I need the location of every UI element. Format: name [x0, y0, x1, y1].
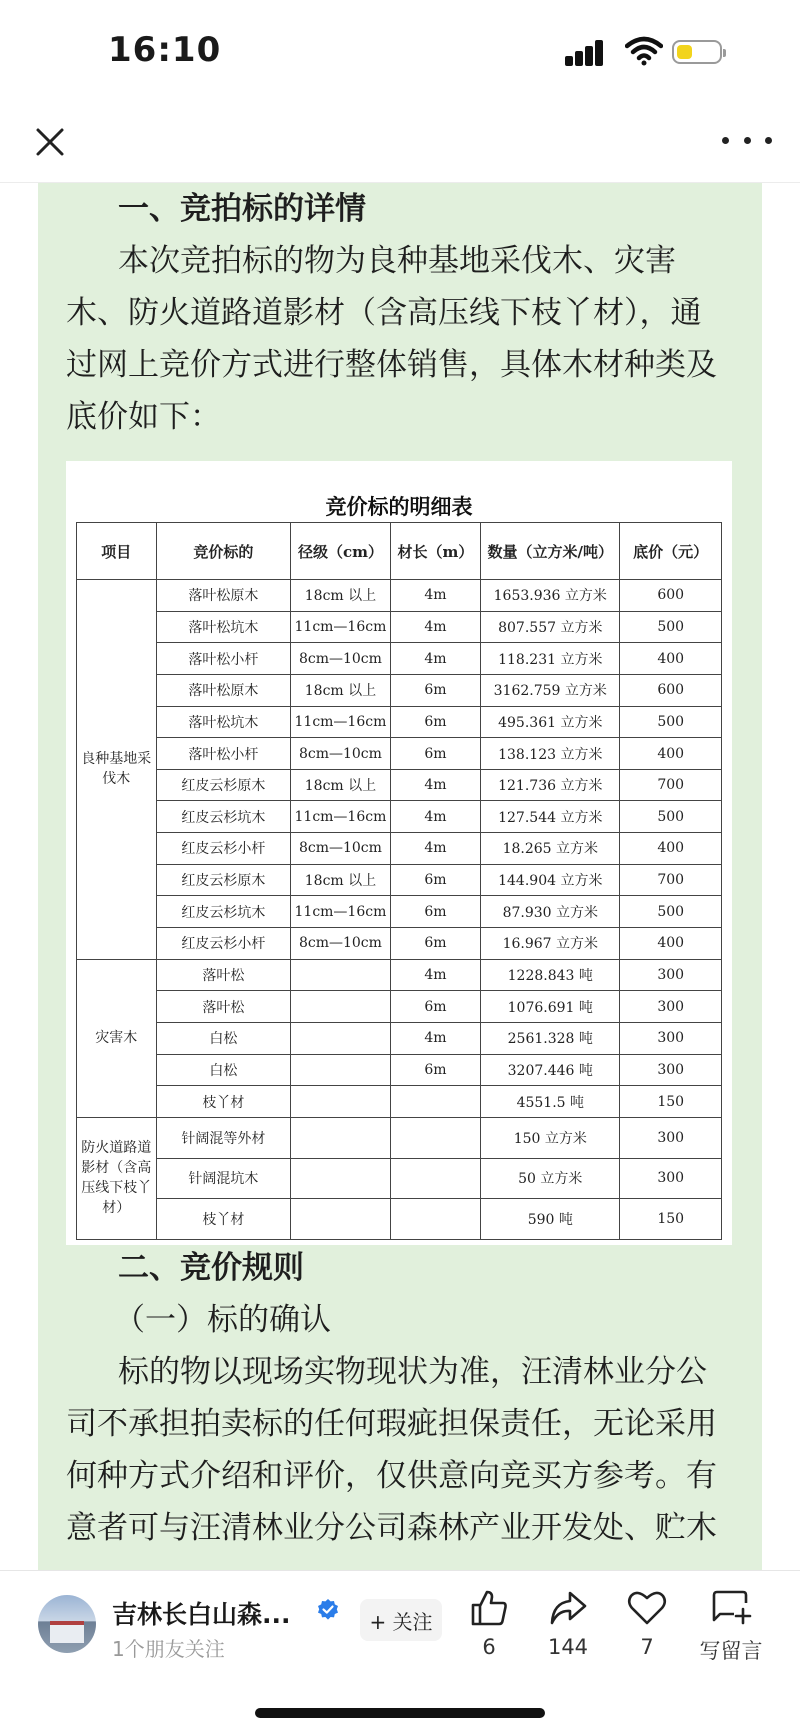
table-row [77, 1022, 722, 1054]
table-row [77, 611, 722, 643]
table-cell [390, 1199, 481, 1240]
table-cell: 590 吨 [481, 1199, 620, 1240]
signal-icon [565, 40, 615, 66]
like-button[interactable] [454, 1589, 524, 1659]
share-count: 144 [547, 1635, 589, 1659]
table-cell: 落叶松小杆 [156, 643, 291, 675]
table-cell: 3162.759 立方米 [481, 674, 620, 706]
table-row [77, 643, 722, 675]
table-cell: 4m [390, 769, 481, 801]
table-cell: 16.967 立方米 [481, 928, 620, 960]
table-cell: 4551.5 吨 [481, 1086, 620, 1118]
table-cell: 1653.936 立方米 [481, 580, 620, 612]
table-row [77, 864, 722, 896]
table-cell: 1076.691 吨 [481, 991, 620, 1023]
table-cell: 3207.446 吨 [481, 1054, 620, 1086]
more-icon[interactable] [722, 120, 772, 160]
table-cell: 6m [390, 706, 481, 738]
table-cell: 6m [390, 991, 481, 1023]
paragraph-line: 底价如下： [66, 399, 221, 435]
table-cell: 白松 [156, 1022, 291, 1054]
table-cell: 150 [620, 1199, 722, 1240]
table-cell: 4m [390, 959, 481, 991]
header-cell: 项目 [77, 523, 157, 580]
section-heading-1: 一、竞拍标的详情 [118, 191, 366, 227]
table-row [77, 1054, 722, 1086]
table-cell: 针阔混等外材 [156, 1117, 291, 1158]
table-cell: 针阔混坑木 [156, 1158, 291, 1199]
table-cell [291, 1054, 390, 1086]
table-cell: 138.123 立方米 [481, 738, 620, 770]
account-avatar[interactable] [38, 1595, 96, 1653]
bottom-action-bar [0, 1570, 800, 1735]
table-cell: 红皮云杉坑木 [156, 896, 291, 928]
table-cell: 11cm—16cm [291, 706, 390, 738]
share-icon [548, 1589, 588, 1627]
table-cell [291, 1117, 390, 1158]
table-cell: 150 [620, 1086, 722, 1118]
status-time: 16:10 [108, 30, 222, 70]
table-row [77, 769, 722, 801]
table-cell [291, 991, 390, 1023]
table-cell: 6m [390, 928, 481, 960]
article-content [38, 183, 762, 1570]
subsection-heading: （一）标的确认 [114, 1302, 331, 1338]
table-cell: 87.930 立方米 [481, 896, 620, 928]
table-cell [390, 1117, 481, 1158]
thumbs-up-icon [469, 1589, 509, 1627]
table-cell: 11cm—16cm [291, 896, 390, 928]
table-cell: 1228.843 吨 [481, 959, 620, 991]
table-cell: 300 [620, 991, 722, 1023]
table-cell: 495.361 立方米 [481, 706, 620, 738]
paragraph-line: 木、防火道路道影材（含高压线下枝丫材），通 [66, 295, 702, 331]
table-cell: 落叶松 [156, 959, 291, 991]
table-cell: 红皮云杉原木 [156, 769, 291, 801]
table-cell: 144.904 立方米 [481, 864, 620, 896]
table-cell: 400 [620, 928, 722, 960]
table-cell: 4m [390, 833, 481, 865]
table-cell: 2561.328 吨 [481, 1022, 620, 1054]
table-cell: 8cm—10cm [291, 833, 390, 865]
table-cell: 4m [390, 611, 481, 643]
table-cell: 500 [620, 896, 722, 928]
like-count: 6 [482, 1635, 496, 1659]
header-cell: 数量（立方米/吨） [481, 523, 620, 580]
table-row [77, 1086, 722, 1118]
table-group-cell: 防火道路道影材（含高压线下枝丫材） [77, 1117, 157, 1239]
table-cell: 落叶松坑木 [156, 706, 291, 738]
table-cell: 300 [620, 1022, 722, 1054]
table-row [77, 801, 722, 833]
table-cell: 落叶松原木 [156, 580, 291, 612]
table-cell: 6m [390, 1054, 481, 1086]
table-cell: 落叶松坑木 [156, 611, 291, 643]
table-cell: 红皮云杉小杆 [156, 833, 291, 865]
table-row [77, 1158, 722, 1199]
paragraph-line: 标的物以现场实物现状为准，汪清林业分公 [118, 1354, 707, 1390]
table-cell: 白松 [156, 1054, 291, 1086]
table-cell: 落叶松小杆 [156, 738, 291, 770]
nav-bar [0, 100, 800, 183]
table-cell: 4m [390, 801, 481, 833]
table-cell: 500 [620, 801, 722, 833]
paragraph-line: 本次竞拍标的物为良种基地采伐木、灾害 [118, 243, 676, 279]
table-cell: 6m [390, 674, 481, 706]
wifi-icon [625, 36, 663, 66]
table-row [77, 833, 722, 865]
table-row [77, 580, 722, 612]
header-cell: 材长（m） [390, 523, 481, 580]
table-cell: 500 [620, 611, 722, 643]
table-cell: 500 [620, 706, 722, 738]
table-cell: 4m [390, 1022, 481, 1054]
table-row [77, 991, 722, 1023]
table-cell [390, 1158, 481, 1199]
table-cell: 红皮云杉原木 [156, 864, 291, 896]
table-cell: 11cm—16cm [291, 611, 390, 643]
table-cell: 18cm 以上 [291, 864, 390, 896]
table-cell: 落叶松 [156, 991, 291, 1023]
table-cell: 121.736 立方米 [481, 769, 620, 801]
table-row [77, 706, 722, 738]
share-button[interactable] [533, 1589, 603, 1659]
paragraph-line: 何种方式介绍和评价，仅供意向竞买方参考。有 [66, 1458, 717, 1494]
table-row [77, 674, 722, 706]
bid-detail-table-image [66, 461, 732, 1245]
section-heading-2: 二、竞价规则 [118, 1250, 304, 1286]
table-cell: 落叶松原木 [156, 674, 291, 706]
table-cell: 300 [620, 959, 722, 991]
table-cell: 300 [620, 1158, 722, 1199]
table-cell: 400 [620, 738, 722, 770]
home-indicator [255, 1708, 545, 1718]
table-cell: 118.231 立方米 [481, 643, 620, 675]
heart-icon [627, 1589, 667, 1627]
table-cell [291, 1199, 390, 1240]
table-cell: 18cm 以上 [291, 769, 390, 801]
table-cell: 400 [620, 643, 722, 675]
table-cell: 807.557 立方米 [481, 611, 620, 643]
table-group-cell: 良种基地采伐木 [77, 580, 157, 960]
bid-detail-table [76, 522, 722, 1240]
table-cell: 127.544 立方米 [481, 801, 620, 833]
friends-follow-text: 1个朋友关注 [112, 1637, 225, 1661]
table-cell: 600 [620, 580, 722, 612]
table-group-cell: 灾害木 [77, 959, 157, 1117]
paragraph-line: 过网上竞价方式进行整体销售，具体木材种类及 [66, 347, 717, 383]
table-cell: 红皮云杉坑木 [156, 801, 291, 833]
table-cell: 8cm—10cm [291, 738, 390, 770]
table-cell: 6m [390, 738, 481, 770]
table-cell [291, 1086, 390, 1118]
favorite-button[interactable] [612, 1589, 682, 1659]
battery-icon [672, 40, 722, 64]
table-row [77, 1117, 722, 1158]
table-cell: 18cm 以上 [291, 674, 390, 706]
header-cell: 底价（元） [620, 523, 722, 580]
table-cell: 6m [390, 896, 481, 928]
table-row [77, 928, 722, 960]
table-cell: 18.265 立方米 [481, 833, 620, 865]
table-cell: 6m [390, 864, 481, 896]
table-cell: 150 立方米 [481, 1117, 620, 1158]
paragraph-line: 意者可与汪清林业分公司森林产业开发处、贮木 [66, 1510, 717, 1546]
table-row [77, 1199, 722, 1240]
comment-label: 写留言 [699, 1639, 763, 1663]
follow-button[interactable]: + 关注 [360, 1599, 442, 1641]
verified-badge-icon [316, 1598, 340, 1622]
table-cell [390, 1086, 481, 1118]
table-cell [291, 1022, 390, 1054]
table-cell: 700 [620, 864, 722, 896]
table-cell: 50 立方米 [481, 1158, 620, 1199]
table-cell: 11cm—16cm [291, 801, 390, 833]
table-cell: 300 [620, 1054, 722, 1086]
table-cell: 300 [620, 1117, 722, 1158]
header-cell: 径级（cm） [291, 523, 390, 580]
comment-icon [710, 1589, 752, 1627]
header-cell: 竞价标的 [156, 523, 291, 580]
table-row [77, 959, 722, 991]
paragraph-line: 司不承担拍卖标的任何瑕疵担保责任，无论采用 [66, 1406, 717, 1442]
table-cell: 4m [390, 580, 481, 612]
close-icon[interactable] [30, 122, 70, 162]
comment-button[interactable] [689, 1589, 773, 1665]
table-cell: 枝丫材 [156, 1199, 291, 1240]
table-cell: 8cm—10cm [291, 928, 390, 960]
table-cell: 600 [620, 674, 722, 706]
table-cell [291, 1158, 390, 1199]
table-cell: 4m [390, 643, 481, 675]
favorite-count: 7 [640, 1635, 654, 1659]
table-cell: 400 [620, 833, 722, 865]
table-cell: 700 [620, 769, 722, 801]
table-cell: 红皮云杉小杆 [156, 928, 291, 960]
table-cell: 枝丫材 [156, 1086, 291, 1118]
table-cell: 18cm 以上 [291, 580, 390, 612]
account-name[interactable]: 吉林长白山森... [112, 1600, 291, 1629]
table-row [77, 738, 722, 770]
table-title: 竞价标的明细表 [325, 494, 473, 519]
table-cell [291, 959, 390, 991]
table-header-row [77, 523, 722, 580]
table-cell: 8cm—10cm [291, 643, 390, 675]
status-bar [0, 0, 800, 100]
table-row [77, 896, 722, 928]
